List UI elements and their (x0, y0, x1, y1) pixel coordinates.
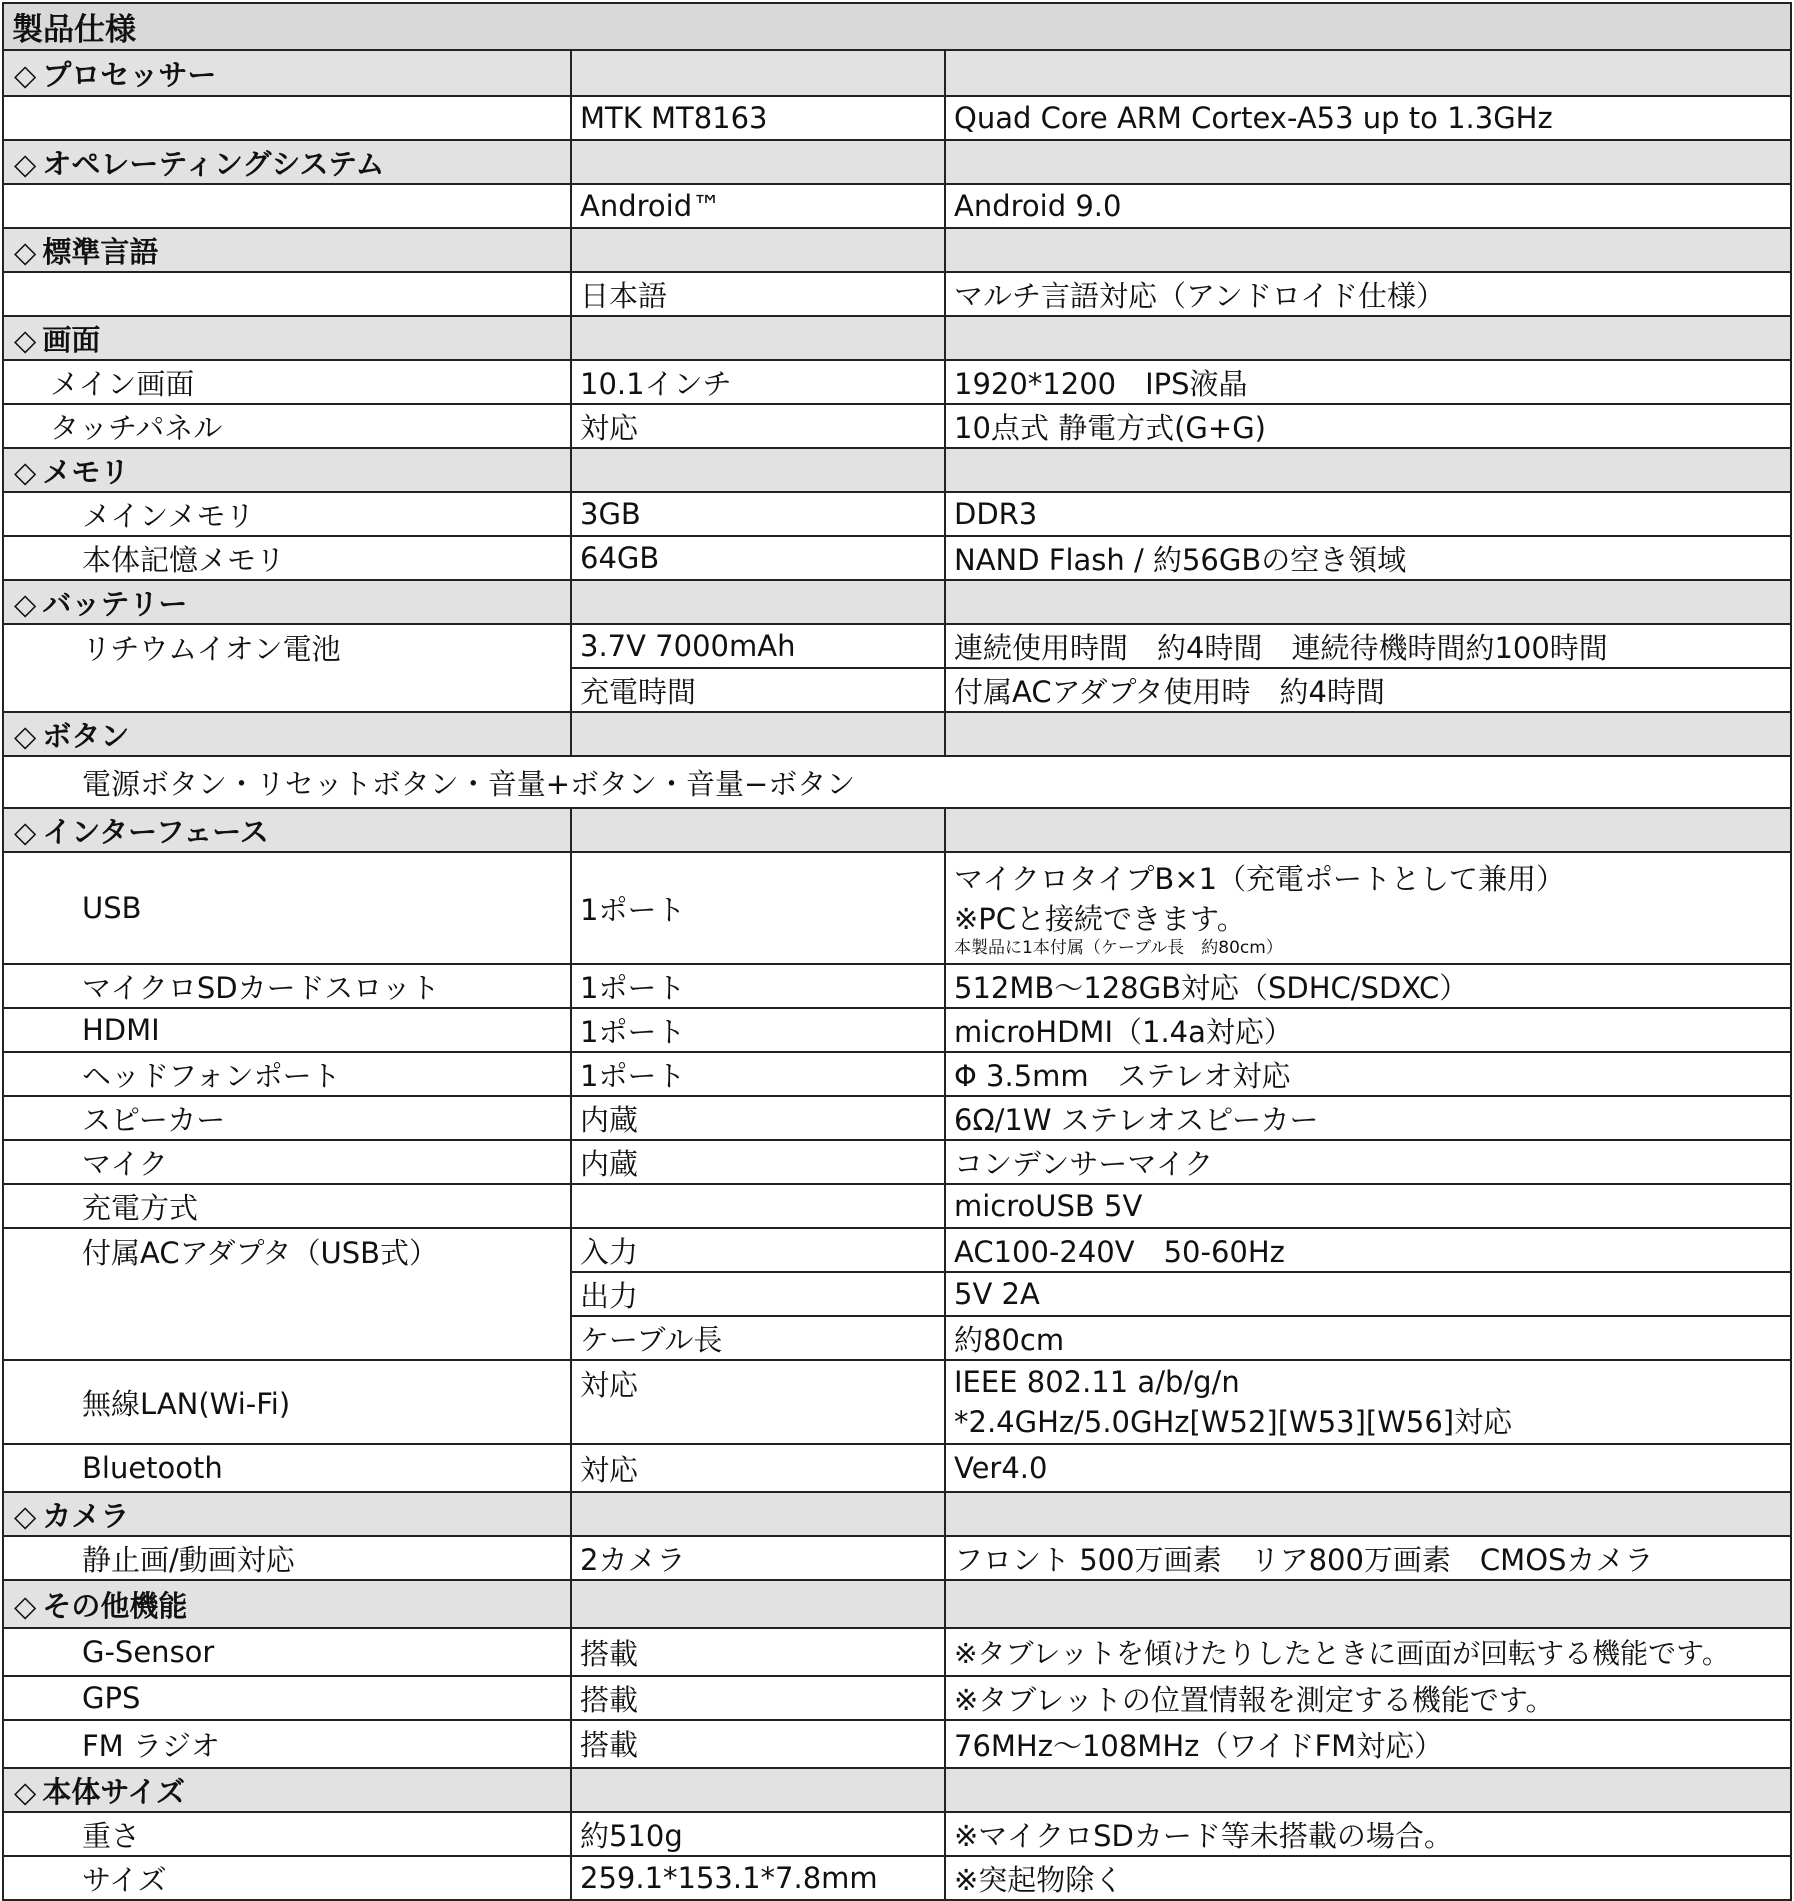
table-row (3, 1812, 1791, 1856)
empty-cell (3, 96, 571, 140)
weight-value: 約510g (571, 1812, 945, 1856)
weight-desc: ※マイクロSDカード等未搭載の場合。 (945, 1812, 1791, 1856)
screen-touch-value: 対応 (571, 404, 945, 448)
hdmi-desc: microHDMI（1.4a対応） (945, 1008, 1791, 1052)
empty-cell (571, 316, 945, 360)
headphone-ports: 1ポート (571, 1052, 945, 1096)
section-row-memory (3, 448, 1791, 492)
hdmi-label: HDMI (3, 1008, 571, 1052)
usb-desc-line1: マイクロタイプB×1（充電ポートとして兼用） (954, 862, 1566, 896)
language-note: マルチ言語対応（アンドロイド仕様） (945, 272, 1791, 316)
section-row-size (3, 1768, 1791, 1812)
diamond-icon: ◇ (14, 718, 37, 753)
bt-value: 対応 (571, 1444, 945, 1492)
diamond-icon: ◇ (14, 1774, 37, 1809)
empty-cell (571, 712, 945, 756)
fm-value: 搭載 (571, 1720, 945, 1768)
section-label: バッテリー (42, 586, 188, 621)
adapter-cable: 約80cm (945, 1316, 1791, 1360)
battery-charge-label: 充電時間 (571, 668, 945, 712)
section-label: メモリ (42, 454, 130, 489)
section-header-processor (3, 50, 571, 96)
table-row (3, 492, 1791, 536)
memory-storage-desc: NAND Flash / 約56GBの空き領域 (945, 536, 1791, 580)
screen-main-label: メイン画面 (3, 360, 571, 404)
diamond-icon: ◇ (14, 586, 37, 621)
wifi-desc-line2: *2.4GHz/5.0GHz[W52][W53][W56]対応 (954, 1405, 1513, 1439)
section-label: オペレーティングシステム (42, 146, 385, 181)
empty-cell (945, 50, 1791, 96)
section-row-other (3, 1580, 1791, 1628)
memory-main-value: 3GB (571, 492, 945, 536)
screen-main-desc: 1920*1200 IPS液晶 (945, 360, 1791, 404)
empty-cell (3, 184, 571, 228)
headphone-label: ヘッドフォンポート (3, 1052, 571, 1096)
wifi-desc (945, 1360, 1791, 1444)
screen-main-size: 10.1インチ (571, 360, 945, 404)
section-header-buttons (3, 712, 571, 756)
speaker-value: 内蔵 (571, 1096, 945, 1140)
diamond-icon: ◇ (14, 454, 37, 489)
wifi-label: 無線LAN(Wi-Fi) (3, 1360, 571, 1444)
weight-label: 重さ (3, 1812, 571, 1856)
battery-capacity: 3.7V 7000mAh (571, 624, 945, 668)
section-header-os (3, 140, 571, 184)
empty-cell (945, 140, 1791, 184)
section-header-interface (3, 808, 571, 852)
empty-cell (945, 808, 1791, 852)
title-row (3, 3, 1791, 50)
adapter-out-label: 出力 (571, 1272, 945, 1316)
usb-desc-note: 本製品に1本付属（ケーブル長 約80cm） (954, 938, 1283, 958)
section-label: ボタン (42, 718, 130, 753)
os-name: Android™ (571, 184, 945, 228)
table-title: 製品仕様 (3, 3, 1791, 50)
bt-desc: Ver4.0 (945, 1444, 1791, 1492)
section-label: カメラ (42, 1498, 130, 1533)
table-row (3, 1676, 1791, 1720)
screen-touch-label: タッチパネル (3, 404, 571, 448)
table-row (3, 360, 1791, 404)
section-label: 画面 (42, 322, 101, 357)
empty-cell (571, 140, 945, 184)
battery-charge-desc: 付属ACアダプタ使用時 約4時間 (945, 668, 1791, 712)
table-row (3, 1228, 1791, 1272)
empty-cell (571, 808, 945, 852)
section-label: その他機能 (42, 1588, 188, 1623)
table-row (3, 1536, 1791, 1580)
empty-cell (571, 1768, 945, 1812)
diamond-icon: ◇ (14, 57, 37, 92)
table-row (3, 1628, 1791, 1676)
gsensor-value: 搭載 (571, 1628, 945, 1676)
table-row (3, 1720, 1791, 1768)
memory-storage-value: 64GB (571, 536, 945, 580)
spec-table (2, 2, 1792, 1901)
adapter-cable-label: ケーブル長 (571, 1316, 945, 1360)
section-row-language (3, 228, 1791, 272)
empty-cell (945, 228, 1791, 272)
memory-main-desc: DDR3 (945, 492, 1791, 536)
table-row (3, 1444, 1791, 1492)
hdmi-ports: 1ポート (571, 1008, 945, 1052)
section-label: インターフェース (42, 814, 269, 849)
empty-cell (571, 448, 945, 492)
bt-label: Bluetooth (3, 1444, 571, 1492)
language-value: 日本語 (571, 272, 945, 316)
table-row (3, 96, 1791, 140)
section-label: プロセッサー (42, 57, 217, 92)
battery-label: リチウムイオン電池 (3, 624, 571, 712)
gsensor-label: G-Sensor (3, 1628, 571, 1676)
empty-cell (571, 1184, 945, 1228)
sd-ports: 1ポート (571, 964, 945, 1008)
section-header-battery (3, 580, 571, 624)
table-row (3, 852, 1791, 964)
table-row (3, 1360, 1791, 1444)
camera-desc: フロント 500万画素 リア800万画素 CMOSカメラ (945, 1536, 1791, 1580)
charging-desc: microUSB 5V (945, 1184, 1791, 1228)
screen-touch-desc: 10点式 静電方式(G+G) (945, 404, 1791, 448)
empty-cell (945, 1768, 1791, 1812)
memory-main-label: メインメモリ (3, 492, 571, 536)
memory-storage-label: 本体記憶メモリ (3, 536, 571, 580)
table-row (3, 1856, 1791, 1900)
dimension-desc: ※突起物除く (945, 1856, 1791, 1900)
section-label: 本体サイズ (42, 1774, 185, 1809)
empty-cell (571, 1580, 945, 1628)
gps-desc: ※タブレットの位置情報を測定する機能です。 (945, 1676, 1791, 1720)
table-row (3, 964, 1791, 1008)
wifi-value: 対応 (571, 1360, 945, 1444)
table-row (3, 624, 1791, 668)
empty-cell (571, 228, 945, 272)
fm-label: FM ラジオ (3, 1720, 571, 1768)
camera-label: 静止画/動画対応 (3, 1536, 571, 1580)
section-row-camera (3, 1492, 1791, 1536)
section-row-os (3, 140, 1791, 184)
empty-cell (945, 448, 1791, 492)
gsensor-desc: ※タブレットを傾けたりしたときに画面が回転する機能です。 (945, 1628, 1791, 1676)
table-row (3, 1140, 1791, 1184)
section-row-processor (3, 50, 1791, 96)
empty-cell (571, 580, 945, 624)
gps-value: 搭載 (571, 1676, 945, 1720)
sd-label: マイクロSDカードスロット (3, 964, 571, 1008)
table-row (3, 1096, 1791, 1140)
section-header-other (3, 1580, 571, 1628)
usb-ports: 1ポート (571, 852, 945, 964)
empty-cell (571, 50, 945, 96)
section-row-screen (3, 316, 1791, 360)
diamond-icon: ◇ (14, 1588, 37, 1623)
empty-cell (945, 712, 1791, 756)
fm-desc: 76MHz～108MHz（ワイドFM対応） (945, 1720, 1791, 1768)
table-row (3, 1052, 1791, 1096)
sd-desc: 512MB～128GB対応（SDHC/SDXC） (945, 964, 1791, 1008)
diamond-icon: ◇ (14, 322, 37, 357)
headphone-desc: Φ 3.5mm ステレオ対応 (945, 1052, 1791, 1096)
section-header-screen (3, 316, 571, 360)
buttons-list: 電源ボタン・リセットボタン・音量+ボタン・音量−ボタン (3, 756, 1791, 808)
processor-model: MTK MT8163 (571, 96, 945, 140)
table-row (3, 756, 1791, 808)
adapter-out: 5V 2A (945, 1272, 1791, 1316)
section-label: 標準言語 (42, 234, 159, 269)
dimension-value: 259.1*153.1*7.8mm (571, 1856, 945, 1900)
empty-cell (945, 1492, 1791, 1536)
section-header-camera (3, 1492, 571, 1536)
table-row (3, 1008, 1791, 1052)
diamond-icon: ◇ (14, 814, 37, 849)
section-row-buttons (3, 712, 1791, 756)
os-version: Android 9.0 (945, 184, 1791, 228)
charging-label: 充電方式 (3, 1184, 571, 1228)
dimension-label: サイズ (3, 1856, 571, 1900)
table-row (3, 1184, 1791, 1228)
processor-desc: Quad Core ARM Cortex-A53 up to 1.3GHz (945, 96, 1791, 140)
usb-desc (945, 852, 1791, 964)
table-row (3, 404, 1791, 448)
speaker-label: スピーカー (3, 1096, 571, 1140)
empty-cell (3, 272, 571, 316)
section-header-language (3, 228, 571, 272)
table-row (3, 536, 1791, 580)
empty-cell (571, 1492, 945, 1536)
section-row-battery (3, 580, 1791, 624)
empty-cell (945, 1580, 1791, 1628)
adapter-label: 付属ACアダプタ（USB式） (3, 1228, 571, 1360)
adapter-in: AC100-240V 50-60Hz (945, 1228, 1791, 1272)
section-header-memory (3, 448, 571, 492)
table-row (3, 184, 1791, 228)
section-header-size (3, 1768, 571, 1812)
empty-cell (945, 580, 1791, 624)
empty-cell (945, 316, 1791, 360)
gps-label: GPS (3, 1676, 571, 1720)
wifi-desc-line1: IEEE 802.11 a/b/g/n (954, 1365, 1240, 1399)
mic-desc: コンデンサーマイク (945, 1140, 1791, 1184)
mic-label: マイク (3, 1140, 571, 1184)
section-row-interface (3, 808, 1791, 852)
adapter-in-label: 入力 (571, 1228, 945, 1272)
diamond-icon: ◇ (14, 1498, 37, 1533)
table-row (3, 272, 1791, 316)
diamond-icon: ◇ (14, 146, 37, 181)
usb-desc-line2: ※PCと接続できます。 (954, 902, 1246, 936)
battery-usage: 連続使用時間 約4時間 連続待機時間約100時間 (945, 624, 1791, 668)
mic-value: 内蔵 (571, 1140, 945, 1184)
usb-label: USB (3, 852, 571, 964)
diamond-icon: ◇ (14, 234, 37, 269)
camera-value: 2カメラ (571, 1536, 945, 1580)
speaker-desc: 6Ω/1W ステレオスピーカー (945, 1096, 1791, 1140)
